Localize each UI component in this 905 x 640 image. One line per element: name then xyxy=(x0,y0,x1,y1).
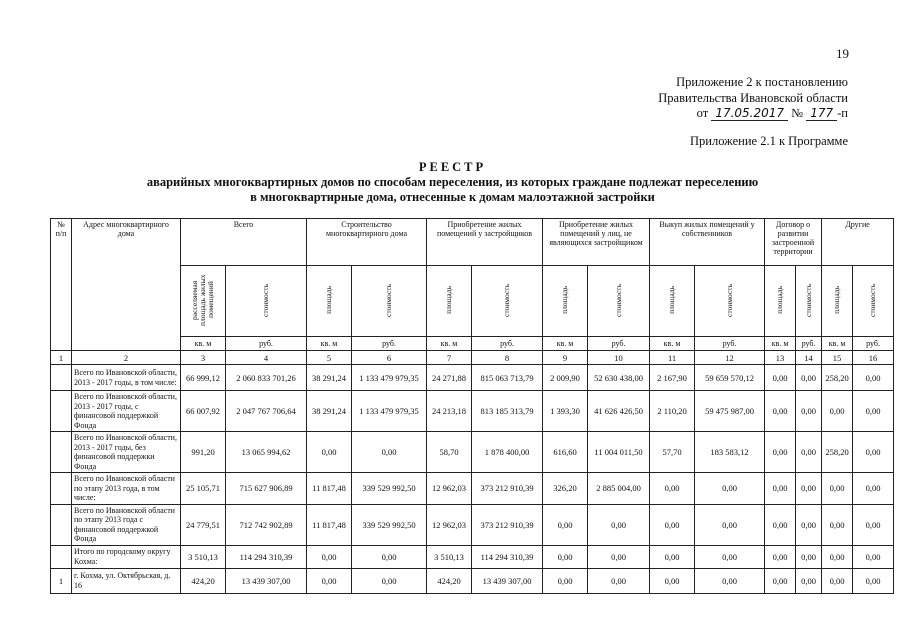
row-label: г. Кохма, ул. Октябрьская, д. 16 xyxy=(72,568,181,593)
cell-value: 57,70 xyxy=(650,432,695,473)
col-number: 11 xyxy=(650,351,695,365)
cell-value: 1 878 400,00 xyxy=(472,432,543,473)
cell-value: 66 999,12 xyxy=(181,365,226,391)
cell-value: 3 510,13 xyxy=(181,545,226,568)
col-number: 14 xyxy=(796,351,822,365)
cell-value: 339 529 992,50 xyxy=(352,504,427,545)
unit-cell: руб. xyxy=(352,337,427,351)
col-non-developers-header: Приобретение жилых помещений у лиц, не являющихся застройщиком xyxy=(543,219,650,266)
table-body xyxy=(51,351,894,594)
col-address-header: Адрес многоквартирного дома xyxy=(72,219,181,351)
cell-value: 339 529 992,50 xyxy=(352,473,427,505)
cell-value: 0,00 xyxy=(765,432,796,473)
col-other-header: Другие xyxy=(822,219,894,266)
cell-value: 0,00 xyxy=(765,504,796,545)
col-number: 15 xyxy=(822,351,853,365)
cell-value: 0,00 xyxy=(765,391,796,432)
cell-value: 0,00 xyxy=(765,365,796,391)
cell-value: 0,00 xyxy=(853,473,894,505)
cell-value: 38 291,24 xyxy=(307,391,352,432)
cell-value: 13 439 307,00 xyxy=(226,568,307,593)
cell-value: 0,00 xyxy=(307,568,352,593)
row-label: Всего по Ивановской области по этапу 2013 года с финансовой поддержкой Фонда xyxy=(72,504,181,545)
decree-date: 17.05.2017 xyxy=(711,106,788,121)
cell-value: 0,00 xyxy=(796,504,822,545)
cell-value: 1 133 479 979,35 xyxy=(352,365,427,391)
cell-value: 38 291,24 xyxy=(307,365,352,391)
cell-value: 24 213,18 xyxy=(427,391,472,432)
cell-value: 0,00 xyxy=(543,504,588,545)
cell-value: 0,00 xyxy=(853,545,894,568)
row-number: 1 xyxy=(51,568,72,593)
subheader-cost: стоимость xyxy=(853,266,894,337)
row-number xyxy=(51,504,72,545)
cell-value: 0,00 xyxy=(588,568,650,593)
unit-cell: руб. xyxy=(796,337,822,351)
cell-value: 183 583,12 xyxy=(695,432,765,473)
cell-value: 373 212 910,39 xyxy=(472,473,543,505)
col-number: 7 xyxy=(427,351,472,365)
decree-number: 177 xyxy=(806,106,837,121)
unit-cell: руб. xyxy=(588,337,650,351)
cell-value: 11 817,48 xyxy=(307,473,352,505)
appendix-header xyxy=(548,75,848,122)
cell-value: 13 065 994,62 xyxy=(226,432,307,473)
cell-value: 373 212 910,39 xyxy=(472,504,543,545)
subheader-cost: стоимость xyxy=(352,266,427,337)
subheader-area-resettled: расселяемая площадь жилых помещений xyxy=(181,266,226,337)
cell-value: 0,00 xyxy=(543,545,588,568)
unit-cell: кв. м xyxy=(307,337,352,351)
cell-value: 0,00 xyxy=(543,568,588,593)
cell-value: 0,00 xyxy=(796,432,822,473)
col-number: 1 xyxy=(51,351,72,365)
unit-cell: кв. м xyxy=(543,337,588,351)
cell-value: 3 510,13 xyxy=(427,545,472,568)
col-number: 6 xyxy=(352,351,427,365)
cell-value: 813 185 313,79 xyxy=(472,391,543,432)
cell-value: 0,00 xyxy=(796,365,822,391)
cell-value: 12 962,03 xyxy=(427,473,472,505)
cell-value: 58,70 xyxy=(427,432,472,473)
cell-value: 0,00 xyxy=(822,568,853,593)
subheader-cost: стоимость xyxy=(695,266,765,337)
subheader-cost: стоимость xyxy=(588,266,650,337)
title-line-3: в многоквартирные дома, отнесенные к домам малоэтажной застройки xyxy=(250,190,655,204)
cell-value: 0,00 xyxy=(765,568,796,593)
cell-value: 114 294 310,39 xyxy=(226,545,307,568)
cell-value: 0,00 xyxy=(853,365,894,391)
cell-value: 11 817,48 xyxy=(307,504,352,545)
table-row xyxy=(51,504,894,545)
col-number: 2 xyxy=(72,351,181,365)
page-number: 19 xyxy=(836,46,849,61)
document-title xyxy=(0,160,905,205)
cell-value: 258,20 xyxy=(822,365,853,391)
cell-value: 815 063 713,79 xyxy=(472,365,543,391)
program-appendix: Приложение 2.1 к Программе xyxy=(690,134,848,148)
cell-value: 2 047 767 706,64 xyxy=(226,391,307,432)
cell-value: 0,00 xyxy=(695,545,765,568)
cell-value: 0,00 xyxy=(588,545,650,568)
cell-value: 0,00 xyxy=(650,545,695,568)
column-numbers-row xyxy=(51,351,894,365)
unit-cell: кв. м xyxy=(181,337,226,351)
cell-value: 424,20 xyxy=(181,568,226,593)
appendix-line-1: Приложение 2 к постановлению xyxy=(676,75,848,89)
title-line-2: аварийных многоквартирных домов по способам переселения, из которых граждане подлежат переселению xyxy=(146,175,759,189)
unit-cell: кв. м xyxy=(822,337,853,351)
col-number: 10 xyxy=(588,351,650,365)
cell-value: 1 393,30 xyxy=(543,391,588,432)
cell-value: 24 271,88 xyxy=(427,365,472,391)
cell-value: 2 167,90 xyxy=(650,365,695,391)
table-row xyxy=(51,473,894,505)
cell-value: 0,00 xyxy=(650,504,695,545)
number-suffix: -п xyxy=(837,106,848,120)
cell-value: 25 105,71 xyxy=(181,473,226,505)
cell-value: 712 742 902,89 xyxy=(226,504,307,545)
subheader-area: площадь xyxy=(822,266,853,337)
cell-value: 0,00 xyxy=(352,568,427,593)
cell-value: 0,00 xyxy=(307,545,352,568)
number-sign: № xyxy=(791,106,804,120)
cell-value: 0,00 xyxy=(765,545,796,568)
unit-cell: руб. xyxy=(472,337,543,351)
cell-value: 0,00 xyxy=(822,545,853,568)
row-label: Всего по Ивановской области, 2013 - 2017 годы, без финансовой поддержки Фонда xyxy=(72,432,181,473)
row-label: Итого по городскому округу Кохма: xyxy=(72,545,181,568)
table-row xyxy=(51,365,894,391)
row-number xyxy=(51,473,72,505)
col-number: 3 xyxy=(181,351,226,365)
cell-value: 0,00 xyxy=(853,504,894,545)
cell-value: 0,00 xyxy=(796,473,822,505)
subheader-cost: стоимость xyxy=(472,266,543,337)
subheader-area: площадь xyxy=(307,266,352,337)
appendix-date-line xyxy=(548,106,848,122)
cell-value: 258,20 xyxy=(822,432,853,473)
cell-value: 2 885 004,00 xyxy=(588,473,650,505)
cell-value: 66 007,92 xyxy=(181,391,226,432)
subheader-area: площадь xyxy=(765,266,796,337)
subheader-cost: стоимость xyxy=(226,266,307,337)
cell-value: 616,60 xyxy=(543,432,588,473)
unit-cell: кв. м xyxy=(427,337,472,351)
cell-value: 11 004 011,50 xyxy=(588,432,650,473)
col-total-header: Всего xyxy=(181,219,307,266)
cell-value: 0,00 xyxy=(695,504,765,545)
col-developers-header: Приобретение жилых помещений у застройщиков xyxy=(427,219,543,266)
col-number: 8 xyxy=(472,351,543,365)
table-row xyxy=(51,391,894,432)
cell-value: 0,00 xyxy=(352,432,427,473)
cell-value: 41 626 426,50 xyxy=(588,391,650,432)
table-row xyxy=(51,568,894,593)
unit-cell: руб. xyxy=(226,337,307,351)
unit-cell: руб. xyxy=(695,337,765,351)
col-buyout-header: Выкуп жилых помещений у собственников xyxy=(650,219,765,266)
table-row xyxy=(51,432,894,473)
col-number: 9 xyxy=(543,351,588,365)
subheader-area: площадь xyxy=(650,266,695,337)
unit-cell: кв. м xyxy=(765,337,796,351)
row-label: Всего по Ивановской области, 2013 - 2017 годы, в том числе: xyxy=(72,365,181,391)
cell-value: 0,00 xyxy=(796,545,822,568)
col-contract-header: Договор о развитии застроенной территории xyxy=(765,219,822,266)
cell-value: 0,00 xyxy=(796,391,822,432)
cell-value: 0,00 xyxy=(796,568,822,593)
cell-value: 0,00 xyxy=(695,568,765,593)
appendix-line-2: Правительства Ивановской области xyxy=(658,90,848,105)
registry-table xyxy=(50,218,894,594)
cell-value: 52 630 438,00 xyxy=(588,365,650,391)
cell-value: 59 475 987,00 xyxy=(695,391,765,432)
cell-value: 12 962,03 xyxy=(427,504,472,545)
cell-value: 0,00 xyxy=(822,473,853,505)
unit-cell: кв. м xyxy=(650,337,695,351)
cell-value: 0,00 xyxy=(822,391,853,432)
cell-value: 0,00 xyxy=(853,432,894,473)
row-label: Всего по Ивановской области, 2013 - 2017 годы, с финансовой поддержкой Фонда xyxy=(72,391,181,432)
cell-value: 13 439 307,00 xyxy=(472,568,543,593)
cell-value: 424,20 xyxy=(427,568,472,593)
cell-value: 2 060 833 701,26 xyxy=(226,365,307,391)
cell-value: 0,00 xyxy=(650,568,695,593)
cell-value: 24 779,51 xyxy=(181,504,226,545)
col-number: 13 xyxy=(765,351,796,365)
cell-value: 0,00 xyxy=(822,504,853,545)
header-row xyxy=(51,219,894,266)
cell-value: 326,20 xyxy=(543,473,588,505)
cell-value: 0,00 xyxy=(853,568,894,593)
cell-value: 2 110,20 xyxy=(650,391,695,432)
cell-value: 0,00 xyxy=(765,473,796,505)
subheader-area: площадь xyxy=(543,266,588,337)
row-number xyxy=(51,432,72,473)
col-construction-header: Строительство многоквартирного дома xyxy=(307,219,427,266)
cell-value: 0,00 xyxy=(695,473,765,505)
cell-value: 991,20 xyxy=(181,432,226,473)
col-num-header: № п/п xyxy=(51,219,72,351)
date-prefix: от xyxy=(696,106,709,120)
col-number: 12 xyxy=(695,351,765,365)
col-number: 16 xyxy=(853,351,894,365)
cell-value: 0,00 xyxy=(650,473,695,505)
row-number xyxy=(51,545,72,568)
cell-value: 0,00 xyxy=(588,504,650,545)
col-number: 5 xyxy=(307,351,352,365)
cell-value: 2 009,90 xyxy=(543,365,588,391)
row-number xyxy=(51,391,72,432)
cell-value: 715 627 906,89 xyxy=(226,473,307,505)
cell-value: 114 294 310,39 xyxy=(472,545,543,568)
subheader-cost: стоимость xyxy=(796,266,822,337)
unit-cell: руб. xyxy=(853,337,894,351)
cell-value: 0,00 xyxy=(853,391,894,432)
title-registry: РЕЕСТР xyxy=(418,160,487,174)
cell-value: 1 133 479 979,35 xyxy=(352,391,427,432)
cell-value: 0,00 xyxy=(307,432,352,473)
row-label: Всего по Ивановской области по этапу 2013 года, в том числе: xyxy=(72,473,181,505)
table-row xyxy=(51,545,894,568)
col-number: 4 xyxy=(226,351,307,365)
cell-value: 0,00 xyxy=(352,545,427,568)
row-number xyxy=(51,365,72,391)
subheader-area: площадь xyxy=(427,266,472,337)
cell-value: 59 659 570,12 xyxy=(695,365,765,391)
